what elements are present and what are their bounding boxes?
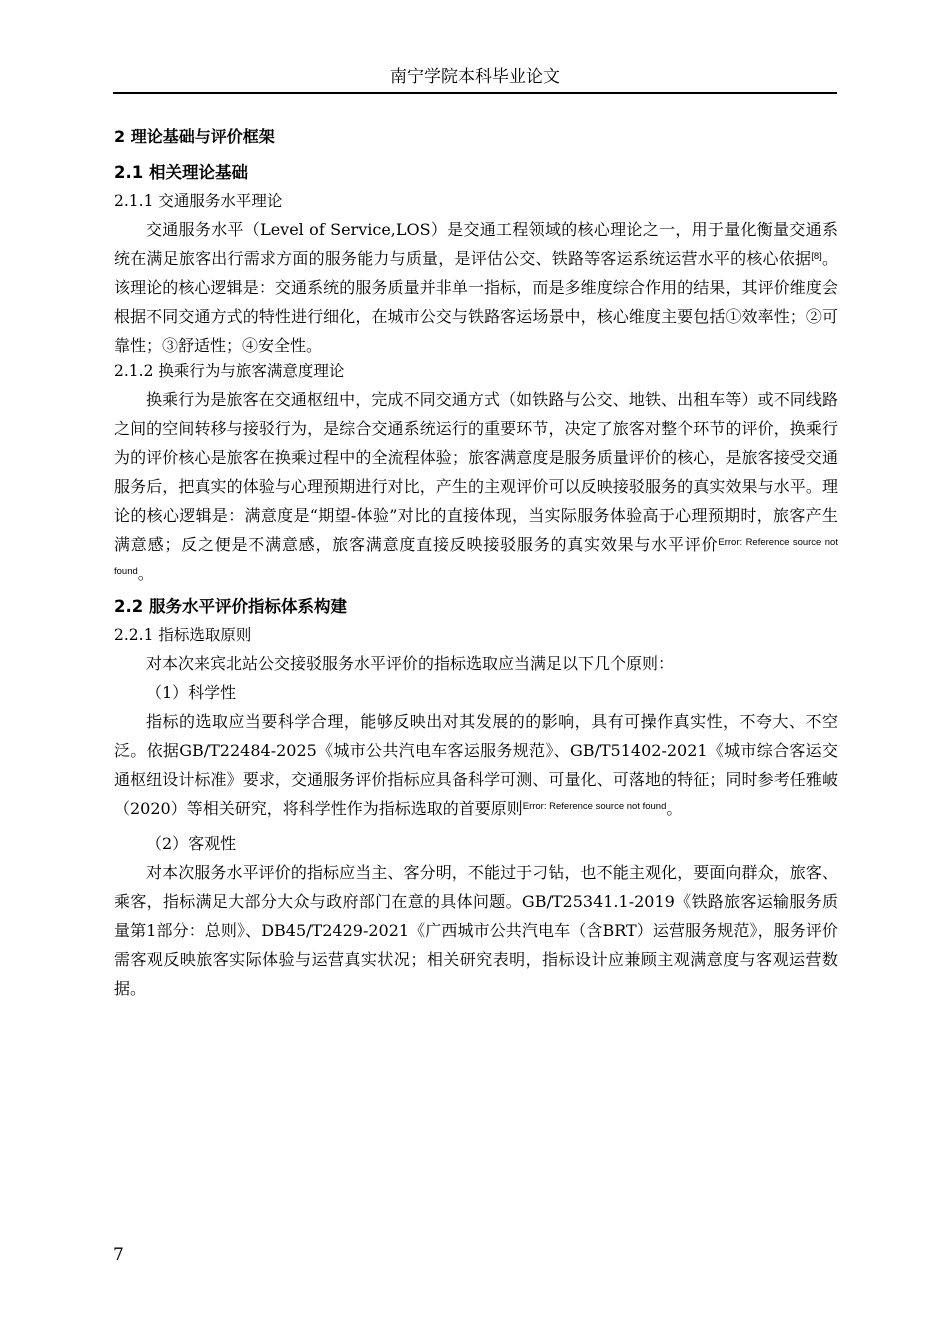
citation-error: Error: Reference source not found xyxy=(522,801,667,812)
paragraph-text: 换乘行为是旅客在交通枢纽中，完成不同交通方式（如铁路与公交、地铁、出租车等）或不同线路之间的空间转移与接驳行为，是综合交通系统运行的重要环节，决定了旅客对整个环节的评价，换乘行为的评价核心是旅客在换乘过程中的全流程体验；旅客满意度是服务质量评价的核心，是旅客接受交通服务后，把真实的体验与心理预期进行对比，产生的主观评价可以反映接驳服务的真实效果与水平。理论的核心逻辑是：满意度是“期望-体验”对比的直接体现，当实际服务体验高于心理预期时，旅客产生满意感；反之便是不满意感，旅客满意度直接反映接驳服务的真实效果与水平评价 xyxy=(114,390,838,554)
paragraph-text: 。 xyxy=(666,799,683,818)
page-body xyxy=(114,126,838,1003)
paragraph-text: 指标的选取应当要科学合理，能够反映出对其发展的的影响，具有可操作真实性，不夸大、不空泛。依据GB/T22484-2025《城市公共汽电车客运服务规范》、GB/T51402-2021《城市综合客运交通枢纽设计标准》要求，交通服务评价指标应具备科学可测、可量化、可落地的特征；同时参考任雅岥（2020）等相关研究，将科学性作为指标选取的首要原则 xyxy=(114,712,838,818)
paragraph-scientific xyxy=(114,707,838,823)
citation: [8] xyxy=(811,251,822,262)
page-number: 7 xyxy=(113,1245,124,1265)
paragraph-text: 。该理论的核心逻辑是：交通系统的服务质量并非单一指标，而是多维度综合作用的结果，其评价维度会根据不同交通方式的特性进行细化，在城市公交与铁路客运场景中，核心维度主要包括①效率性；②可靠性；③舒适性；④安全性。 xyxy=(114,249,838,355)
paragraph-text: 。 xyxy=(137,564,154,583)
citation-error: Error: Reference source not found xyxy=(114,537,838,577)
paragraph-objective: 对本次服务水平评价的指标应当主、客分明，不能过于刁钻，也不能主观化，要面向群众，旅客、乘客，指标满足大部分大众与政府部门在意的具体问题。GB/T25341.1-2019《铁路旅客运输服务质量第1部分：总则》、DB45/T2429-2021《广西城市公共汽电车（含BRT）运营服务规范》，服务评价需客观反映旅客实际体验与运营真实状况；相关研究表明，指标设计应兼顾主观满意度与客观运营数据。 xyxy=(114,863,838,998)
chapter-title: 2 理论基础与评价框架 xyxy=(114,127,275,146)
paragraph-intro: 对本次来宾北站公交接驳服务水平评价的指标选取应当满足以下几个原则： xyxy=(146,654,675,673)
subsection-title-2-1-2: 2.1.2 换乘行为与旅客满意度理论 xyxy=(114,362,345,380)
paragraph-text: 交通服务水平（Level of Service,LOS）是交通工程领域的核心理论之一，用于量化衡量交通系统在满足旅客出行需求方面的服务能力与质量，是评估公交、铁路等客运系统运营水平的核心依据 xyxy=(114,220,838,268)
header-rule xyxy=(113,92,837,94)
paragraph-transfer-theory xyxy=(114,385,838,588)
running-header: 南宁学院本科毕业论文 xyxy=(390,67,560,87)
paragraph-los-theory xyxy=(114,215,838,360)
principle-item-2: （2）客观性 xyxy=(146,834,237,853)
principle-item-1: （1）科学性 xyxy=(146,683,237,702)
section-title-2-1: 2.1 相关理论基础 xyxy=(114,163,248,182)
subsection-title-2-1-1: 2.1.1 交通服务水平理论 xyxy=(114,192,283,210)
subsection-title-2-2-1: 2.2.1 指标选取原则 xyxy=(114,626,252,644)
section-title-2-2: 2.2 服务水平评价指标体系构建 xyxy=(114,597,347,616)
